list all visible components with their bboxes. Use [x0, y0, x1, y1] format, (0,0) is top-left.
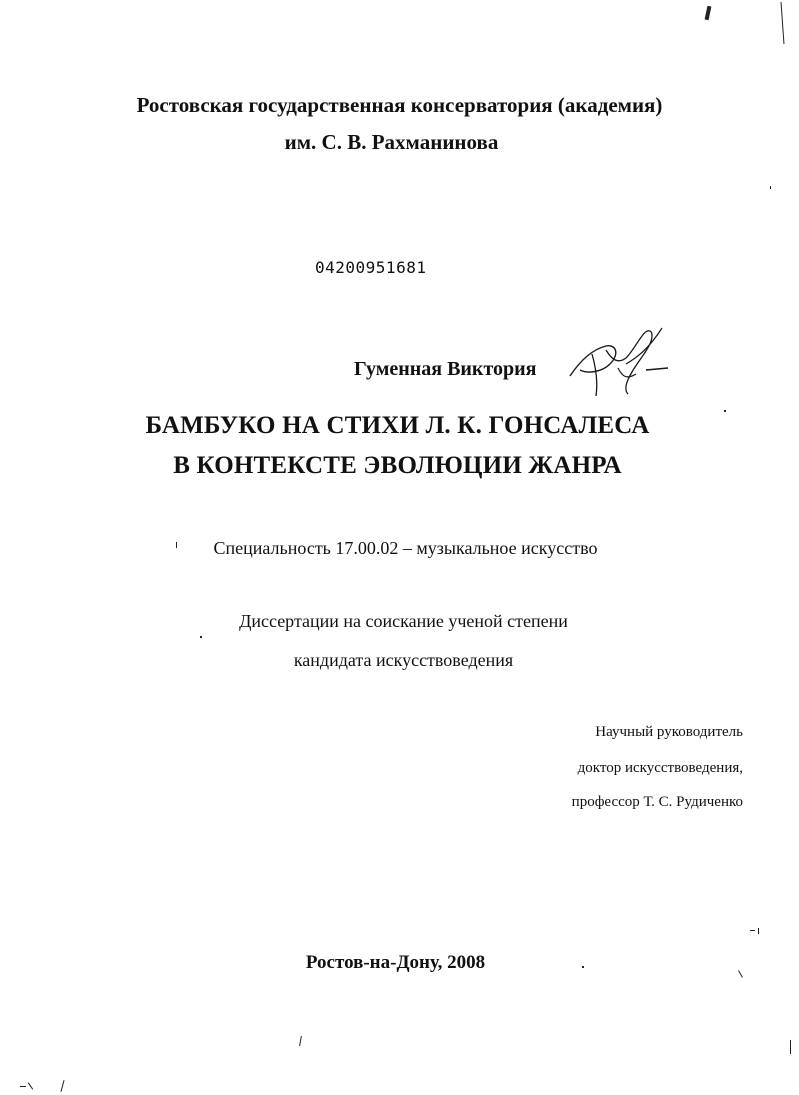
scan-speck	[790, 1040, 791, 1054]
scan-speck	[705, 6, 712, 21]
scan-speck	[200, 636, 202, 638]
author-name: Гуменная Виктория	[354, 358, 537, 380]
scan-speck	[28, 1082, 33, 1089]
scan-speck	[60, 1080, 64, 1092]
place-and-year: Ростов-на-Дону, 2008	[305, 952, 486, 973]
dissertation-title-line-2: В КОНТЕКСТЕ ЭВОЛЮЦИИ ЖАНРА	[173, 452, 622, 479]
institution-name: Ростовская государственная консерватория (академия)	[136, 93, 663, 117]
scan-speck	[299, 1036, 302, 1046]
degree-line-2: кандидата искусствоведения	[293, 650, 514, 670]
scan-speck	[781, 2, 785, 44]
scan-speck	[758, 928, 759, 934]
archive-number: 04200951681	[315, 258, 427, 277]
scan-speck	[750, 930, 755, 931]
specialty: Специальность 17.00.02 – музыкальное искусство	[213, 538, 598, 558]
scan-speck	[770, 186, 771, 189]
scan-speck	[20, 1086, 26, 1087]
author-signature	[566, 324, 678, 404]
supervisor-degree: доктор искусствоведения,	[577, 760, 743, 776]
institution-named-after: им. С. В. Рахманинова	[284, 130, 499, 154]
scan-speck	[582, 966, 584, 968]
supervisor-role: Научный руководитель	[595, 724, 743, 740]
scan-speck	[176, 542, 177, 548]
supervisor-name: профессор Т. С. Рудиченко	[571, 794, 743, 810]
scan-speck	[724, 410, 726, 412]
degree-line-1: Диссертации на соискание ученой степени	[239, 611, 568, 631]
dissertation-title-line-1: БАМБУКО НА СТИХИ Л. К. ГОНСАЛЕСА	[145, 412, 650, 439]
